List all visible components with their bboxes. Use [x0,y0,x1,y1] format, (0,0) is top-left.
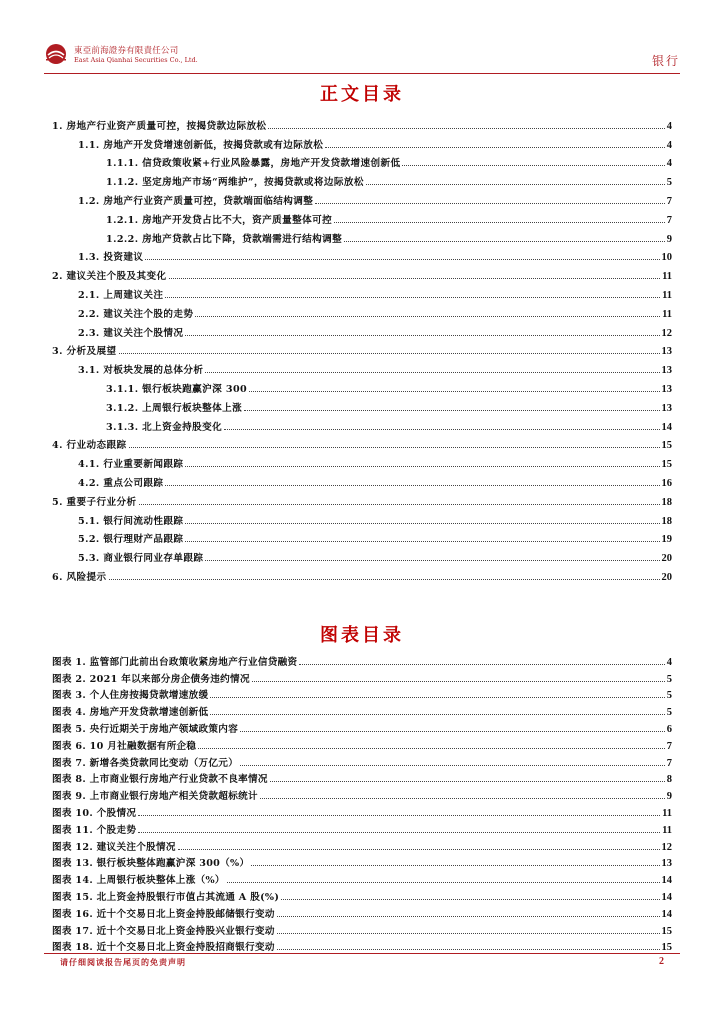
figure-entry-page: 4 [666,656,672,668]
figure-entry-page: 5 [666,690,672,702]
toc-entry-page: 13 [661,402,672,414]
toc-entry[interactable] [52,545,672,564]
company-name-cn: 東亞前海證券有限責任公司 [74,46,179,56]
figure-entry[interactable] [52,668,672,685]
figure-entry-page: 8 [666,774,672,786]
toc-leader-dots [185,334,659,336]
figure-entry-page: 11 [662,807,672,819]
figure-entry-text: 图表 5. 央行近期关于房地产领域政策内容 [52,723,239,735]
figure-entry-text: 图表 16. 近十个交易日北上资金持股邮储银行变动 [52,908,275,920]
toc-entry-text: 4.2. 重点公司跟踪 [78,477,164,489]
figure-entry-text: 图表 14. 上周银行板块整体上涨（%） [52,875,225,887]
figure-entry-page: 6 [666,723,672,735]
figure-entry-page: 7 [666,757,672,769]
figure-entry-page: 9 [666,791,672,803]
page-header [0,0,724,80]
figure-entry[interactable] [52,701,672,718]
toc-leader-dots [334,221,665,223]
toc-leader-dots [205,371,659,373]
toc-entry-text: 2. 建议关注个股及其变化 [52,271,167,283]
toc-entry-page: 9 [666,233,672,245]
figure-entry-text: 图表 3. 个人住房按揭贷款增速放缓 [52,690,209,702]
figure-entry[interactable] [52,785,672,802]
figure-entry-text: 图表 10. 个股情况 [52,807,137,819]
figure-leader-dots [138,831,660,833]
toc-entry-page: 13 [661,365,672,377]
toc-entry-text: 1. 房地产行业资产质量可控，按揭贷款边际放松 [52,120,267,132]
toc-leader-dots [315,202,665,204]
figure-entry[interactable] [52,903,672,920]
figure-entry[interactable] [52,836,672,853]
figure-leader-dots [210,696,664,698]
toc-entry[interactable] [52,169,672,188]
figure-leader-dots [281,898,659,900]
figure-entry-text: 图表 17. 近十个交易日北上资金持股兴业银行变动 [52,925,275,937]
toc-entry-text: 3. 分析及展望 [52,346,117,358]
toc-entry-text: 5. 重要子行业分析 [52,496,137,508]
toc-entry[interactable] [52,151,672,170]
company-logo-icon [44,42,68,66]
figure-entry-text: 图表 13. 银行板块整体跑赢沪深 300（%） [52,858,250,870]
toc-entry-text: 6. 风险提示 [52,571,107,583]
figure-entry-text: 图表 15. 北上资金持股银行市值占其流通 A 股(%) [52,891,280,903]
figure-entry-text: 图表 6. 10 月社融数据有所企稳 [52,740,197,752]
toc-entry[interactable] [52,527,672,546]
toc-leader-dots [165,296,660,298]
figure-entry-text: 图表 11. 个股走势 [52,824,137,836]
toc-entry-text: 5.1. 银行间流动性跟踪 [78,515,184,527]
toc-title: 正文目录 [320,84,404,105]
toc-entry-text: 1.1.2. 坚定房地产市场“两维护”，按揭贷款或将边际放松 [106,177,364,189]
figures-list [52,651,672,953]
toc-leader-dots [145,258,659,260]
toc-leader-dots [249,390,659,392]
figure-entry-page: 15 [661,942,672,954]
toc-leader-dots [402,164,664,166]
figure-leader-dots [227,881,660,883]
figure-entry-page: 14 [661,875,672,887]
company-logo [44,40,198,70]
toc-entry-page: 18 [661,496,672,508]
toc-entry-page: 11 [662,271,672,283]
toc-entry-page: 13 [661,346,672,358]
toc-entry-text: 5.3. 商业银行同业存单跟踪 [78,553,204,565]
figure-entry[interactable] [52,886,672,903]
toc-entry[interactable] [52,339,672,358]
toc-leader-dots [344,240,665,242]
toc-entry-text: 3.1.1. 银行板块跑赢沪深 300 [106,383,248,395]
figure-entry-page: 5 [666,707,672,719]
toc-entry-text: 3.1.3. 北上资金持股变化 [106,421,223,433]
figure-entry[interactable] [52,735,672,752]
toc-entry[interactable] [52,451,672,470]
figure-leader-dots [277,948,660,950]
toc-leader-dots [366,183,665,185]
toc-entry[interactable] [52,433,672,452]
toc-entry-text: 2.3. 建议关注个股情况 [78,327,184,339]
figure-leader-dots [252,680,665,682]
toc-entry-page: 20 [661,553,672,565]
toc-entry[interactable] [52,226,672,245]
toc-entry[interactable] [52,564,672,583]
toc-leader-dots [268,127,664,129]
figure-entry-page: 11 [662,824,672,836]
toc-leader-dots [224,428,659,430]
toc-entry-text: 1.2. 房地产行业资产质量可控，贷款端面临结构调整 [78,195,314,207]
toc-entry-text: 3.1. 对板块发展的总体分析 [78,365,204,377]
toc-leader-dots [119,352,660,354]
figure-entry[interactable] [52,718,672,735]
toc-leader-dots [129,446,660,448]
figure-entry[interactable] [52,769,672,786]
figure-entry-text: 图表 2. 2021 年以来部分房企债务违约情况 [52,673,250,685]
figure-leader-dots [240,764,665,766]
toc-leader-dots [325,146,665,148]
toc-entry-page: 4 [666,158,672,170]
page-number: 2 [659,956,664,967]
toc-entry[interactable] [52,301,672,320]
toc-entry[interactable] [52,489,672,508]
toc-entry-text: 2.2. 建议关注个股的走势 [78,308,194,320]
figure-leader-dots [198,747,664,749]
company-name-en: East Asia Qianhai Securities Co., Ltd. [74,56,198,64]
figure-entry[interactable] [52,752,672,769]
figure-entry[interactable] [52,920,672,937]
figure-entry-page: 13 [661,858,672,870]
figure-leader-dots [277,932,660,934]
figure-leader-dots [299,663,664,665]
toc-entry-page: 5 [666,177,672,189]
toc-entry-text: 1.1.1. 信贷政策收紧+行业风险暴露，房地产开发贷款增速创新低 [106,158,401,170]
figure-entry-page: 14 [661,891,672,903]
toc-entry-page: 7 [666,214,672,226]
figure-entry[interactable] [52,685,672,702]
figure-leader-dots [251,864,659,866]
figure-entry-page: 7 [666,740,672,752]
toc-entry-text: 5.2. 银行理财产品跟踪 [78,534,184,546]
toc-entry-page: 18 [661,515,672,527]
figure-entry-text: 图表 4. 房地产开发贷款增速创新低 [52,707,209,719]
figure-entry-text: 图表 9. 上市商业银行房地产相关贷款超标统计 [52,791,258,803]
figure-entry-text: 图表 12. 建议关注个股情况 [52,841,176,853]
figure-entry-page: 5 [666,673,672,685]
toc-entry-page: 20 [661,571,672,583]
figure-entry-text: 图表 8. 上市商业银行房地产行业贷款不良率情况 [52,774,268,786]
toc-entry[interactable] [52,113,672,132]
toc-entry-page: 13 [661,383,672,395]
figure-entry[interactable] [52,819,672,836]
toc-leader-dots [109,578,660,580]
toc-entry[interactable] [52,395,672,414]
toc-leader-dots [165,484,659,486]
footer-divider [44,953,680,954]
toc-entry[interactable] [52,282,672,301]
toc-leader-dots [139,503,660,505]
figure-leader-dots [138,814,660,816]
toc-entry-text: 1.3. 投资建议 [78,252,144,264]
toc-entry-text: 4. 行业动态跟踪 [52,440,127,452]
toc-leader-dots [195,315,660,317]
figure-leader-dots [240,730,665,732]
figure-entry-text: 图表 18. 近十个交易日北上资金持股招商银行变动 [52,942,275,954]
figure-entry-page: 14 [661,908,672,920]
figure-entry[interactable] [52,853,672,870]
figure-entry-page: 15 [661,925,672,937]
toc-entry-page: 4 [666,120,672,132]
figure-entry-text: 图表 1. 监管部门此前出台政策收紧房地产行业信贷融资 [52,656,298,668]
toc-entry[interactable] [52,263,672,282]
figures-title: 图表目录 [320,625,404,646]
figure-entry[interactable] [52,869,672,886]
toc-entry-page: 7 [666,195,672,207]
header-divider [44,73,680,74]
toc-entry-page: 11 [662,308,672,320]
toc-entry[interactable] [52,470,672,489]
toc-entry[interactable] [52,207,672,226]
figure-leader-dots [178,848,660,850]
toc-entry[interactable] [52,132,672,151]
figure-entry[interactable] [52,802,672,819]
toc-entry[interactable] [52,357,672,376]
industry-tag: 银行 [651,54,680,68]
toc-entry-text: 4.1. 行业重要新闻跟踪 [78,459,184,471]
toc-entry-page: 11 [662,289,672,301]
toc-entry-text: 3.1.2. 上周银行板块整体上涨 [106,402,243,414]
toc-entry[interactable] [52,320,672,339]
toc-entry-page: 15 [661,440,672,452]
figure-leader-dots [210,713,664,715]
figure-entry-page: 12 [661,841,672,853]
toc-entry-page: 15 [661,459,672,471]
figure-entry-text: 图表 7. 新增各类贷款同比变动（万亿元） [52,757,239,769]
toc-leader-dots [185,465,659,467]
toc-entry[interactable] [52,376,672,395]
toc-entry[interactable] [52,245,672,264]
toc-entry-page: 14 [661,421,672,433]
toc-list [52,113,672,583]
toc-entry[interactable] [52,188,672,207]
toc-entry-page: 10 [661,252,672,264]
toc-leader-dots [244,409,659,411]
toc-leader-dots [205,559,659,561]
toc-leader-dots [169,277,661,279]
footer-disclaimer: 请仔细阅读报告尾页的免责声明 [60,958,186,967]
toc-entry-text: 1.2.2. 房地产贷款占比下降，贷款端需进行结构调整 [106,233,343,245]
toc-entry-text: 1.1. 房地产开发贷增速创新低，按揭贷款或有边际放松 [78,139,324,151]
toc-entry-page: 4 [666,139,672,151]
toc-leader-dots [185,522,659,524]
toc-entry-page: 12 [661,327,672,339]
toc-entry-page: 16 [661,477,672,489]
toc-entry-page: 19 [661,534,672,546]
toc-entry-text: 1.2.1. 房地产开发贷占比不大，资产质量整体可控 [106,214,333,226]
figure-leader-dots [270,780,665,782]
figure-leader-dots [277,915,660,917]
figure-leader-dots [260,797,665,799]
toc-leader-dots [185,540,659,542]
toc-entry[interactable] [52,414,672,433]
figure-entry[interactable] [52,651,672,668]
toc-entry[interactable] [52,508,672,527]
toc-entry-text: 2.1. 上周建议关注 [78,289,164,301]
figure-entry[interactable] [52,937,672,954]
